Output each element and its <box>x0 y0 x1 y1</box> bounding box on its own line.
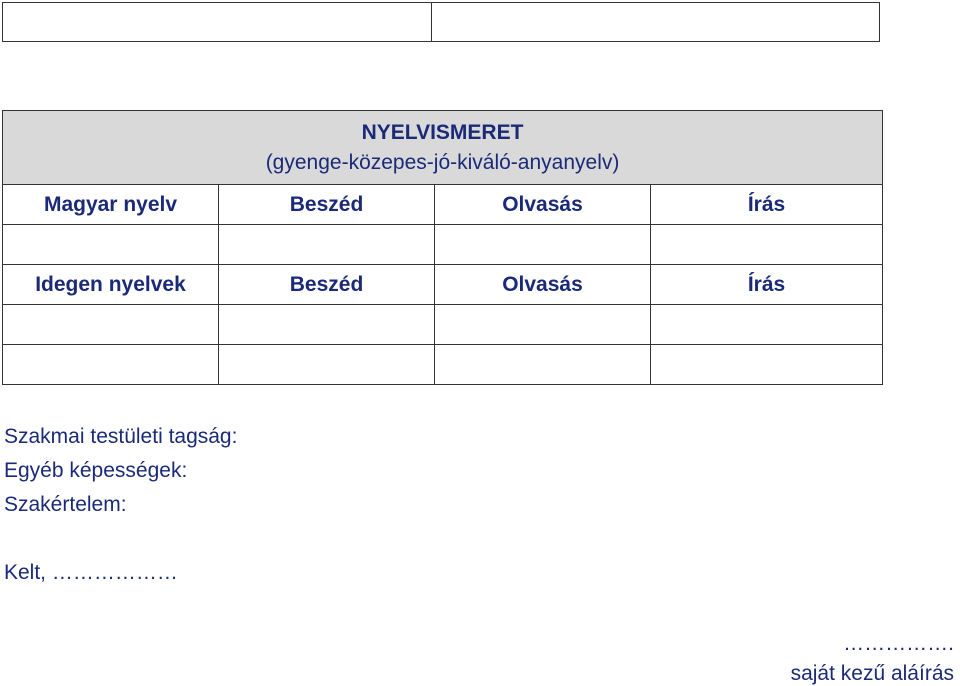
foreign-reading-cell[interactable] <box>435 305 651 345</box>
top-table <box>2 2 880 42</box>
date-label: Kelt, ……………… <box>4 561 178 584</box>
foreign-language-header-row <box>3 265 883 305</box>
foreign-writing-header: Írás <box>651 265 883 305</box>
foreign-writing-cell[interactable] <box>651 305 883 345</box>
foreign-language-input-row <box>3 345 883 385</box>
foreign-speech-cell[interactable] <box>219 305 435 345</box>
native-language-label: Magyar nyelv <box>3 185 219 225</box>
native-writing-header: Írás <box>651 185 883 225</box>
native-speech-cell[interactable] <box>219 225 435 265</box>
foreign-reading-cell[interactable] <box>435 345 651 385</box>
native-language-input-row <box>3 225 883 265</box>
foreign-language-input-row <box>3 305 883 345</box>
native-speech-header: Beszéd <box>219 185 435 225</box>
signature-line: ……………. <box>843 632 954 655</box>
foreign-speech-header: Beszéd <box>219 265 435 305</box>
foreign-writing-cell[interactable] <box>651 345 883 385</box>
foreign-language-cell[interactable] <box>3 305 219 345</box>
native-language-header-row <box>3 185 883 225</box>
foreign-language-cell[interactable] <box>3 345 219 385</box>
signature-label: saját kezű aláírás <box>790 662 954 685</box>
top-table-cell-right[interactable] <box>432 3 879 41</box>
membership-label: Szakmai testületi tagság: <box>4 425 238 448</box>
foreign-reading-header: Olvasás <box>435 265 651 305</box>
expertise-label: Szakértelem: <box>4 493 127 516</box>
language-header-row <box>3 111 883 185</box>
native-reading-header: Olvasás <box>435 185 651 225</box>
native-reading-cell[interactable] <box>435 225 651 265</box>
language-header-cell <box>3 111 883 185</box>
top-table-cell-left[interactable] <box>3 3 432 41</box>
other-skills-label: Egyéb képességek: <box>4 459 188 482</box>
foreign-language-label: Idegen nyelvek <box>3 265 219 305</box>
language-section-title: NYELVISMERET <box>361 121 524 145</box>
native-language-cell[interactable] <box>3 225 219 265</box>
language-section-subtitle: (gyenge-közepes-jó-kiváló-anyanyelv) <box>265 150 620 174</box>
foreign-speech-cell[interactable] <box>219 345 435 385</box>
native-writing-cell[interactable] <box>651 225 883 265</box>
language-table <box>2 110 883 385</box>
